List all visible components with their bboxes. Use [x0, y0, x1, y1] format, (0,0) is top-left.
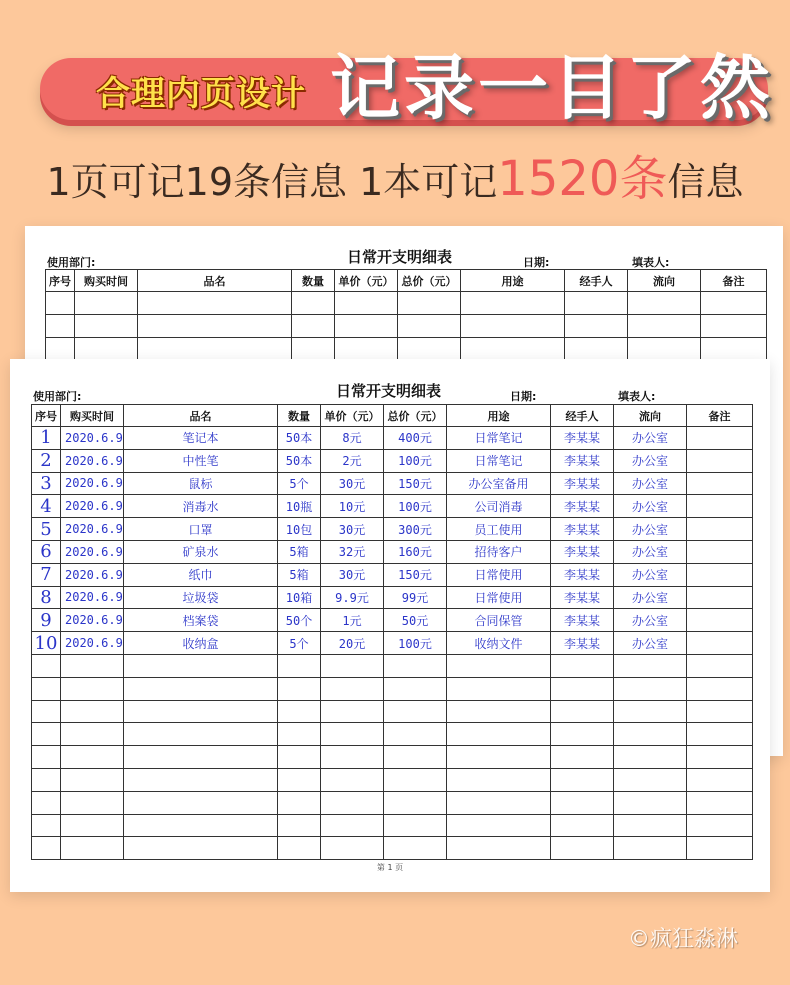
- table-cell: 办公室: [614, 472, 687, 495]
- table-cell: [551, 746, 614, 769]
- table-cell: [321, 746, 384, 769]
- table-cell: [447, 700, 551, 723]
- table-cell: 300元: [384, 518, 447, 541]
- table-cell: 李某某: [551, 586, 614, 609]
- table-cell: [32, 746, 61, 769]
- table-cell: 50个: [278, 609, 321, 632]
- banner-title: 记录一目了然: [330, 47, 774, 129]
- table-cell: [614, 814, 687, 837]
- column-header: 序号: [32, 405, 61, 427]
- table-cell: [32, 837, 61, 860]
- table-cell: [32, 814, 61, 837]
- column-header: 品名: [124, 405, 278, 427]
- table-cell: 2020.6.9: [61, 586, 124, 609]
- table-cell: 办公室: [614, 495, 687, 518]
- table-cell: [124, 814, 278, 837]
- table-cell: [278, 746, 321, 769]
- table-cell: 办公室: [614, 449, 687, 472]
- table-cell: [321, 723, 384, 746]
- table-cell: [687, 768, 753, 791]
- column-header: 经手人: [565, 270, 628, 292]
- table-cell: [447, 768, 551, 791]
- table-cell: 档案袋: [124, 609, 278, 632]
- table-cell: 中性笔: [124, 449, 278, 472]
- table-cell: [687, 449, 753, 472]
- table-cell: 垃圾袋: [124, 586, 278, 609]
- table-cell: [384, 677, 447, 700]
- table-cell: [278, 677, 321, 700]
- table-cell: [551, 700, 614, 723]
- table-cell: [278, 791, 321, 814]
- table-cell: 办公室: [614, 563, 687, 586]
- table-cell: [614, 700, 687, 723]
- table-cell: 办公室: [614, 609, 687, 632]
- table-cell: 2020.6.9: [61, 609, 124, 632]
- table-cell: [614, 791, 687, 814]
- department-label: 使用部门:: [47, 256, 96, 269]
- table-cell: [687, 723, 753, 746]
- table-cell: [321, 814, 384, 837]
- table-cell: [384, 814, 447, 837]
- column-header: 购买时间: [75, 270, 138, 292]
- table-cell: 李某某: [551, 563, 614, 586]
- table-cell: [687, 495, 753, 518]
- table-cell: [32, 654, 61, 677]
- table-cell: [447, 723, 551, 746]
- table-cell: [687, 746, 753, 769]
- table-cell: [551, 814, 614, 837]
- table-row: [32, 472, 753, 495]
- table-cell: 1: [32, 427, 61, 450]
- table-cell: 5箱: [278, 563, 321, 586]
- table-row: [32, 654, 753, 677]
- column-header: 备注: [701, 270, 767, 292]
- table-cell: 李某某: [551, 540, 614, 563]
- table-cell: 办公室: [614, 518, 687, 541]
- table-cell: [614, 837, 687, 860]
- table-cell: 5箱: [278, 540, 321, 563]
- table-cell: 鼠标: [124, 472, 278, 495]
- table-cell: [447, 837, 551, 860]
- table-cell: [384, 746, 447, 769]
- capacity-highlight: 1520条: [497, 151, 668, 207]
- table-cell: 10包: [278, 518, 321, 541]
- capacity-text-end: 信息: [667, 160, 744, 204]
- table-cell: [61, 791, 124, 814]
- table-cell: [32, 723, 61, 746]
- table-cell: [124, 677, 278, 700]
- table-row: [32, 518, 753, 541]
- table-cell: [687, 677, 753, 700]
- table-row: [32, 632, 753, 655]
- table-cell: 2020.6.9: [61, 540, 124, 563]
- column-header: 总价（元）: [384, 405, 447, 427]
- table-cell: 5个: [278, 472, 321, 495]
- table-cell: [278, 768, 321, 791]
- table-cell: [61, 654, 124, 677]
- table-cell: [124, 700, 278, 723]
- table-cell: 日常使用: [447, 563, 551, 586]
- table-cell: [384, 654, 447, 677]
- table-cell: 4: [32, 495, 61, 518]
- table-row: [32, 427, 753, 450]
- table-cell: [384, 837, 447, 860]
- table-cell: 5个: [278, 632, 321, 655]
- table-cell: 李某某: [551, 609, 614, 632]
- table-cell: [551, 837, 614, 860]
- table-cell: [447, 814, 551, 837]
- table-cell: [278, 837, 321, 860]
- table-cell: 6: [32, 540, 61, 563]
- table-cell: 消毒水: [124, 495, 278, 518]
- table-cell: [687, 586, 753, 609]
- table-cell: [447, 791, 551, 814]
- back-expense-table: [45, 269, 767, 361]
- table-cell: 合同保管: [447, 609, 551, 632]
- table-cell: 李某某: [551, 472, 614, 495]
- column-header: 流向: [614, 405, 687, 427]
- banner-subtitle: 合理内页设计: [96, 74, 306, 114]
- table-cell: 2020.6.9: [61, 495, 124, 518]
- table-cell: [687, 700, 753, 723]
- table-cell: [124, 837, 278, 860]
- column-header: 经手人: [551, 405, 614, 427]
- table-cell: 99元: [384, 586, 447, 609]
- table-cell: [61, 677, 124, 700]
- table-cell: 口罩: [124, 518, 278, 541]
- front-sheet: [10, 359, 770, 892]
- table-cell: 10元: [321, 495, 384, 518]
- table-cell: [687, 791, 753, 814]
- table-cell: [687, 632, 753, 655]
- table-cell: [278, 700, 321, 723]
- table-cell: 李某某: [551, 518, 614, 541]
- table-cell: 李某某: [551, 495, 614, 518]
- table-cell: 32元: [321, 540, 384, 563]
- table-cell: 5: [32, 518, 61, 541]
- table-cell: 1元: [321, 609, 384, 632]
- table-cell: 纸巾: [124, 563, 278, 586]
- column-header: 单价（元）: [335, 270, 398, 292]
- table-cell: 50元: [384, 609, 447, 632]
- column-header: 数量: [292, 270, 335, 292]
- table-cell: [551, 768, 614, 791]
- table-cell: [687, 540, 753, 563]
- table-cell: 9.9元: [321, 586, 384, 609]
- table-row: [32, 495, 753, 518]
- table-cell: 日常笔记: [447, 449, 551, 472]
- table-cell: 2020.6.9: [61, 632, 124, 655]
- table-cell: [61, 723, 124, 746]
- table-cell: 10箱: [278, 586, 321, 609]
- table-row: [32, 609, 753, 632]
- sheet-title: 日常开支明细表: [347, 248, 453, 266]
- table-cell: 李某某: [551, 449, 614, 472]
- filler-label: 填表人:: [618, 390, 656, 403]
- table-cell: 2020.6.9: [61, 449, 124, 472]
- table-cell: [124, 654, 278, 677]
- table-cell: 办公室: [614, 586, 687, 609]
- table-cell: [321, 768, 384, 791]
- table-cell: 100元: [384, 495, 447, 518]
- column-header: 用途: [447, 405, 551, 427]
- column-header: 序号: [46, 270, 75, 292]
- table-cell: 日常笔记: [447, 427, 551, 450]
- table-cell: 李某某: [551, 427, 614, 450]
- table-cell: [124, 768, 278, 791]
- table-cell: 150元: [384, 472, 447, 495]
- table-cell: [32, 677, 61, 700]
- table-row: [32, 586, 753, 609]
- table-cell: 10瓶: [278, 495, 321, 518]
- watermark: ©疯狂淼淋: [628, 927, 739, 952]
- table-cell: [124, 791, 278, 814]
- table-row: [32, 791, 753, 814]
- table-cell: 8: [32, 586, 61, 609]
- table-cell: [61, 700, 124, 723]
- table-cell: [61, 837, 124, 860]
- table-row: [32, 700, 753, 723]
- column-header: 流向: [628, 270, 701, 292]
- table-cell: [61, 768, 124, 791]
- table-cell: 收纳文件: [447, 632, 551, 655]
- table-cell: 100元: [384, 632, 447, 655]
- table-cell: 招待客户: [447, 540, 551, 563]
- table-cell: 20元: [321, 632, 384, 655]
- table-cell: 矿泉水: [124, 540, 278, 563]
- table-cell: [447, 677, 551, 700]
- table-cell: [447, 654, 551, 677]
- table-cell: [124, 723, 278, 746]
- table-row: [32, 677, 753, 700]
- table-cell: 2020.6.9: [61, 472, 124, 495]
- date-label: 日期:: [523, 256, 550, 269]
- table-cell: [687, 654, 753, 677]
- table-cell: [321, 791, 384, 814]
- department-label: 使用部门:: [33, 390, 82, 403]
- table-cell: [614, 768, 687, 791]
- table-cell: 160元: [384, 540, 447, 563]
- table-cell: [32, 791, 61, 814]
- table-cell: 7: [32, 563, 61, 586]
- table-cell: [687, 472, 753, 495]
- table-cell: [551, 654, 614, 677]
- table-cell: 办公室备用: [447, 472, 551, 495]
- table-cell: 李某某: [551, 632, 614, 655]
- table-cell: [551, 723, 614, 746]
- table-cell: [321, 837, 384, 860]
- table-cell: [614, 654, 687, 677]
- table-cell: [278, 723, 321, 746]
- table-cell: 30元: [321, 472, 384, 495]
- table-cell: [614, 677, 687, 700]
- table-cell: 50本: [278, 427, 321, 450]
- table-cell: 办公室: [614, 632, 687, 655]
- table-cell: [384, 723, 447, 746]
- table-cell: [32, 700, 61, 723]
- table-cell: [447, 746, 551, 769]
- table-row: [32, 449, 753, 472]
- table-row: [32, 563, 753, 586]
- column-header: 备注: [687, 405, 753, 427]
- column-header: 数量: [278, 405, 321, 427]
- table-cell: 400元: [384, 427, 447, 450]
- table-cell: 2: [32, 449, 61, 472]
- table-cell: [687, 609, 753, 632]
- table-cell: 收纳盒: [124, 632, 278, 655]
- table-cell: [687, 837, 753, 860]
- table-cell: 9: [32, 609, 61, 632]
- table-cell: 2元: [321, 449, 384, 472]
- page-footer: 第 1 页: [376, 863, 404, 872]
- table-cell: [32, 768, 61, 791]
- table-cell: 2020.6.9: [61, 518, 124, 541]
- table-cell: 50本: [278, 449, 321, 472]
- expense-table: [31, 404, 753, 860]
- table-row: [32, 814, 753, 837]
- table-cell: 员工使用: [447, 518, 551, 541]
- column-header: 用途: [461, 270, 565, 292]
- column-header: 购买时间: [61, 405, 124, 427]
- table-cell: 公司消毒: [447, 495, 551, 518]
- table-cell: [384, 700, 447, 723]
- table-cell: 3: [32, 472, 61, 495]
- column-header: 品名: [138, 270, 292, 292]
- table-row: [32, 540, 753, 563]
- table-cell: [321, 700, 384, 723]
- table-cell: [321, 677, 384, 700]
- table-cell: [551, 677, 614, 700]
- table-cell: [551, 791, 614, 814]
- table-cell: [384, 791, 447, 814]
- table-cell: 8元: [321, 427, 384, 450]
- table-cell: 笔记本: [124, 427, 278, 450]
- table-cell: 2020.6.9: [61, 427, 124, 450]
- table-cell: [614, 746, 687, 769]
- table-cell: [384, 768, 447, 791]
- table-row: [32, 723, 753, 746]
- table-cell: [321, 654, 384, 677]
- date-label: 日期:: [510, 390, 537, 403]
- table-cell: 100元: [384, 449, 447, 472]
- table-cell: 办公室: [614, 540, 687, 563]
- column-header: 单价（元）: [321, 405, 384, 427]
- capacity-text: 1页可记19条信息 1本可记: [46, 160, 498, 204]
- table-cell: [687, 427, 753, 450]
- filler-label: 填表人:: [632, 256, 670, 269]
- table-cell: [687, 563, 753, 586]
- capacity-line: [0, 140, 790, 209]
- table-cell: [61, 814, 124, 837]
- table-cell: 150元: [384, 563, 447, 586]
- table-cell: [614, 723, 687, 746]
- sheet-title: 日常开支明细表: [336, 382, 442, 400]
- table-cell: 2020.6.9: [61, 563, 124, 586]
- table-cell: [687, 518, 753, 541]
- table-cell: 30元: [321, 518, 384, 541]
- table-row: [32, 768, 753, 791]
- table-cell: [124, 746, 278, 769]
- table-cell: 30元: [321, 563, 384, 586]
- table-cell: 10: [32, 632, 61, 655]
- column-header: 总价（元）: [398, 270, 461, 292]
- table-row: [32, 746, 753, 769]
- table-cell: 日常使用: [447, 586, 551, 609]
- table-cell: [278, 654, 321, 677]
- table-cell: [687, 814, 753, 837]
- table-cell: 办公室: [614, 427, 687, 450]
- table-cell: [61, 746, 124, 769]
- table-cell: [278, 814, 321, 837]
- table-row: [32, 837, 753, 860]
